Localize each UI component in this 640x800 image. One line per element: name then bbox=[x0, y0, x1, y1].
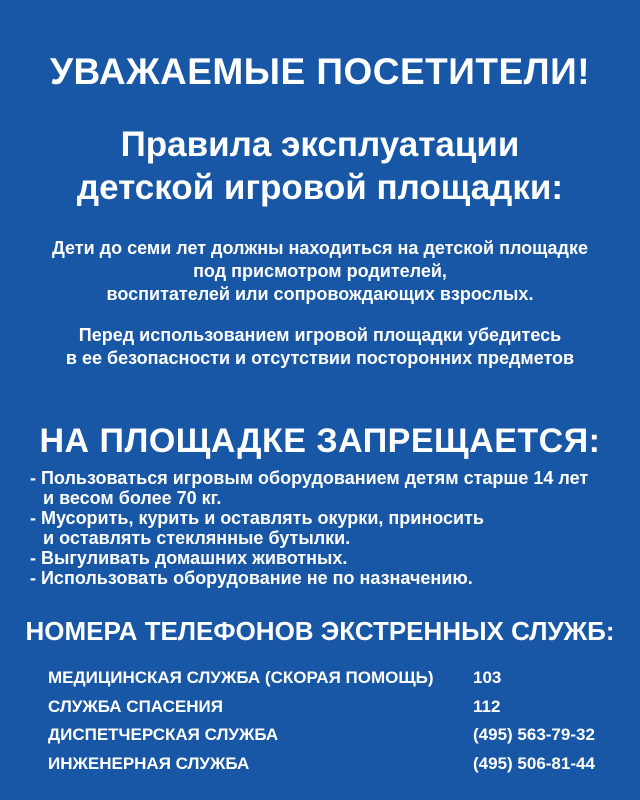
phone-row-engineering bbox=[48, 750, 640, 779]
emergency-phones-table bbox=[0, 664, 640, 778]
subtitle-line-2: детской игровой площадки: bbox=[76, 168, 564, 207]
supervision-line-2: под присмотром родителей, bbox=[193, 261, 447, 281]
phone-service-number: 112 bbox=[473, 696, 501, 716]
phone-service-number: (495) 563-79-32 bbox=[473, 725, 595, 744]
subtitle-line-1: Правила эксплуатации bbox=[120, 125, 520, 164]
supervision-paragraph bbox=[0, 237, 640, 306]
safety-check-paragraph bbox=[0, 324, 640, 370]
phone-service-label: МЕДИЦИНСКАЯ СЛУЖБА (СКОРАЯ ПОМОЩЬ) bbox=[48, 668, 434, 687]
prohibited-rules-list bbox=[0, 468, 640, 588]
rule-line: - Пользоваться игровым оборудованием детям старше 14 лет bbox=[30, 468, 589, 488]
phone-service-label: СЛУЖБА СПАСЕНИЯ bbox=[48, 696, 223, 716]
rule-line: - Выгуливать домашних животных. bbox=[30, 548, 348, 568]
poster-title: УВАЖАЕМЫЕ ПОСЕТИТЕЛИ! bbox=[49, 51, 591, 92]
rule-line-continuation: и оставлять стеклянные бутылки. bbox=[43, 528, 351, 548]
phone-row-dispatcher bbox=[48, 721, 640, 750]
phone-row-medical bbox=[48, 664, 640, 693]
supervision-line-3: воспитателей или сопровождающих взрослых. bbox=[106, 284, 534, 304]
rule-line-continuation: и весом более 70 кг. bbox=[43, 488, 222, 508]
supervision-line-1: Дети до семи лет должны находиться на детской площадке bbox=[51, 238, 588, 258]
prohibited-heading: НА ПЛОЩАДКЕ ЗАПРЕЩАЕТСЯ: bbox=[39, 422, 601, 460]
phone-service-label: ДИСПЕТЧЕРСКАЯ СЛУЖБА bbox=[48, 725, 279, 744]
rule-line: - Мусорить, курить и оставлять окурки, приносить bbox=[30, 508, 484, 528]
emergency-phones-heading: НОМЕРА ТЕЛЕФОНОВ ЭКСТРЕННЫХ СЛУЖБ: bbox=[25, 616, 615, 646]
phone-row-rescue bbox=[48, 693, 640, 722]
phone-service-label: ИНЖЕНЕРНАЯ СЛУЖБА bbox=[48, 753, 250, 773]
rule-line: - Использовать оборудование не по назначению. bbox=[30, 568, 473, 588]
phone-service-number: (495) 506-81-44 bbox=[473, 753, 595, 773]
phone-service-number: 103 bbox=[473, 668, 502, 687]
safety-check-line-2: в ее безопасности и отсутствии посторонних предметов bbox=[65, 348, 575, 368]
poster-subtitle bbox=[0, 123, 640, 209]
safety-check-line-1: Перед использованием игровой площадки убедитесь bbox=[78, 325, 562, 345]
